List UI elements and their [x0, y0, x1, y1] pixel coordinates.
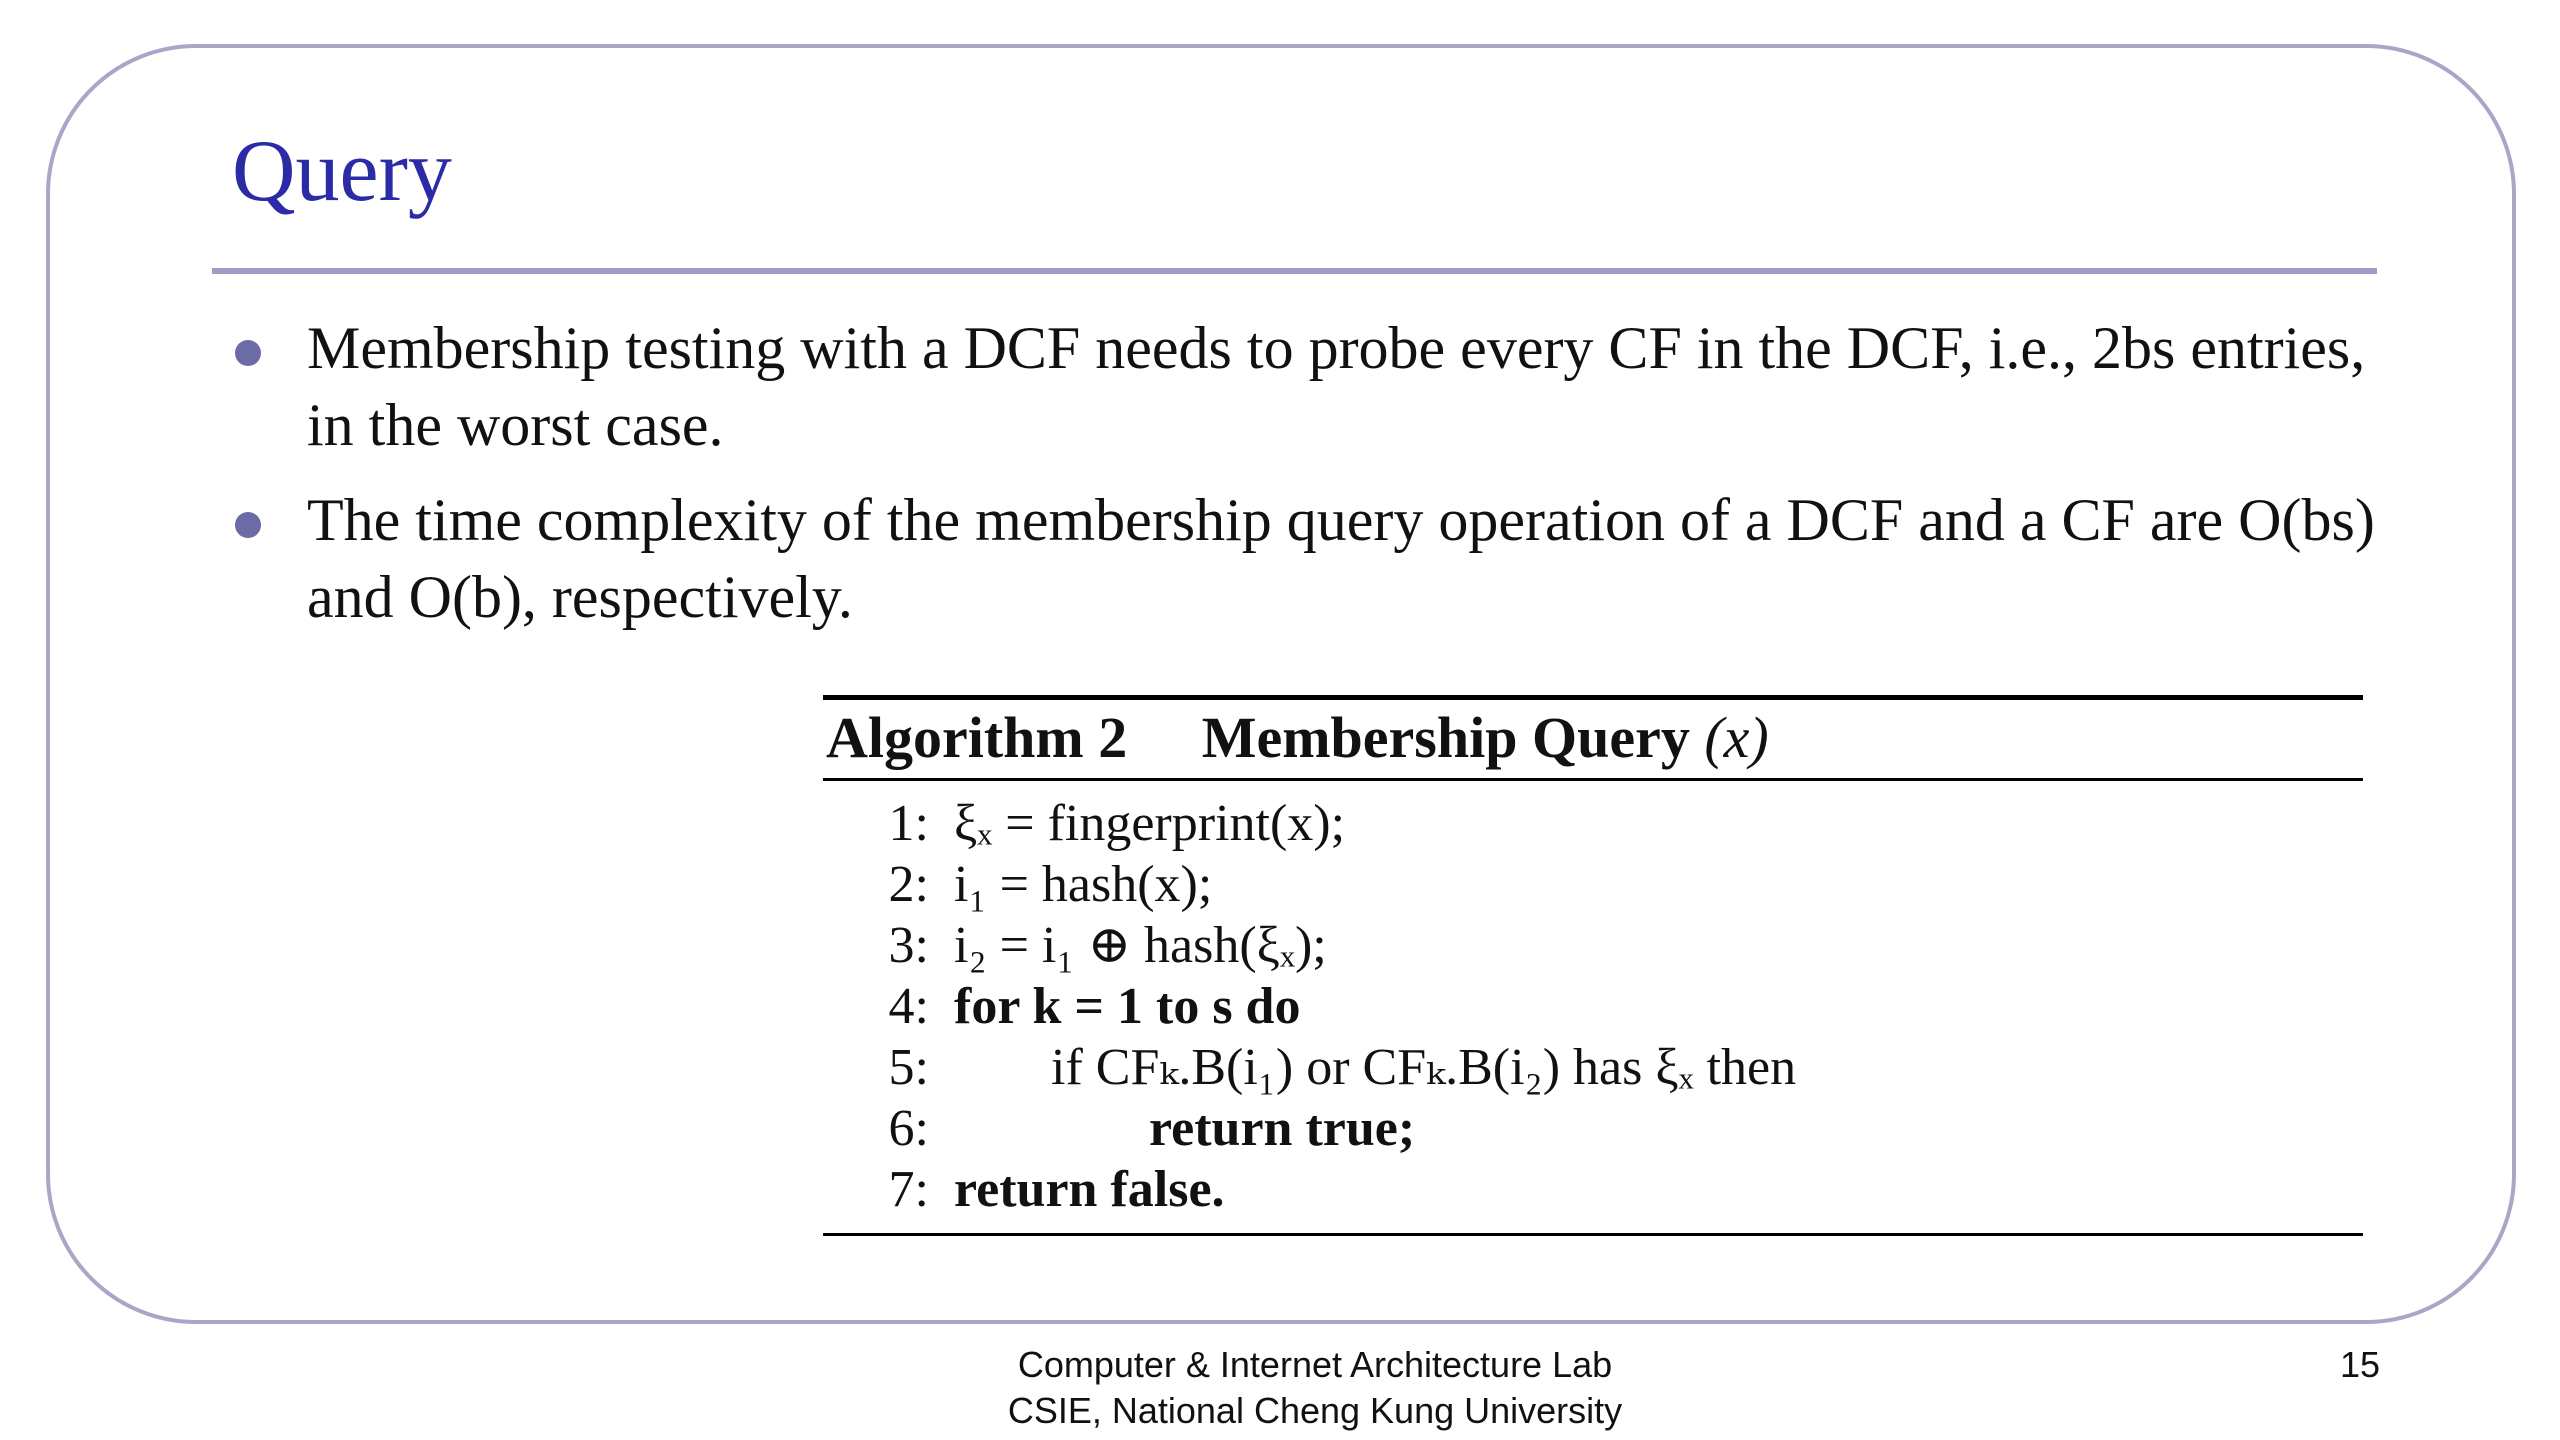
line-number: 6:	[888, 1100, 929, 1157]
line-number: 7:	[888, 1161, 929, 1218]
slide-title: Query	[232, 123, 452, 220]
bullet-item	[235, 482, 2385, 636]
bullet-item	[235, 310, 2385, 464]
line-number: 5:	[888, 1039, 929, 1096]
line-code: i₁ = hash(x);	[954, 856, 1213, 913]
line-number: 1:	[888, 795, 929, 852]
algorithm-bottom-rule	[823, 1233, 2363, 1236]
line-number: 2:	[888, 856, 929, 913]
line-code: return true;	[1149, 1100, 1416, 1157]
footer-university: CSIE, National Cheng Kung University	[1007, 1390, 1623, 1431]
algorithm-header	[826, 705, 1769, 771]
algorithm-top-rule	[823, 695, 2363, 700]
footer	[0, 1342, 2560, 1434]
line-number: 3:	[888, 917, 929, 974]
line-code: ξₓ = fingerprint(x);	[954, 795, 1346, 852]
algorithm-arg: (x)	[1704, 705, 1769, 770]
line-code: for k = 1 to s do	[954, 978, 1301, 1035]
line-code: i₂ = i₁ ⊕ hash(ξₓ);	[954, 917, 1327, 974]
bullet-text: The time complexity of the membership query operation of a DCF and a CF are O(bs) and O(b), respectively.	[307, 487, 2375, 630]
bullet-list	[235, 310, 2385, 654]
line-code: if CFₖ.B(i₁) or CFₖ.B(i₂) has ξₓ then	[1051, 1039, 1797, 1096]
line-code: return false.	[954, 1161, 1225, 1218]
bullet-text: Membership testing with a DCF needs to probe every CF in the DCF, i.e., 2bs entries, in the worst case.	[307, 315, 2366, 458]
line-number: 4:	[888, 978, 929, 1035]
algorithm-name: Membership Query	[1201, 705, 1690, 770]
title-rule	[212, 268, 2377, 274]
bullet-dot-icon	[235, 340, 261, 366]
page-number: 15	[2340, 1344, 2381, 1385]
footer-lab: Computer & Internet Architecture Lab	[1017, 1344, 1613, 1385]
algorithm-header-rule	[823, 778, 2363, 781]
algorithm-number: Algorithm 2	[826, 705, 1128, 770]
algorithm-box	[823, 695, 2363, 1240]
bullet-dot-icon	[235, 512, 261, 538]
